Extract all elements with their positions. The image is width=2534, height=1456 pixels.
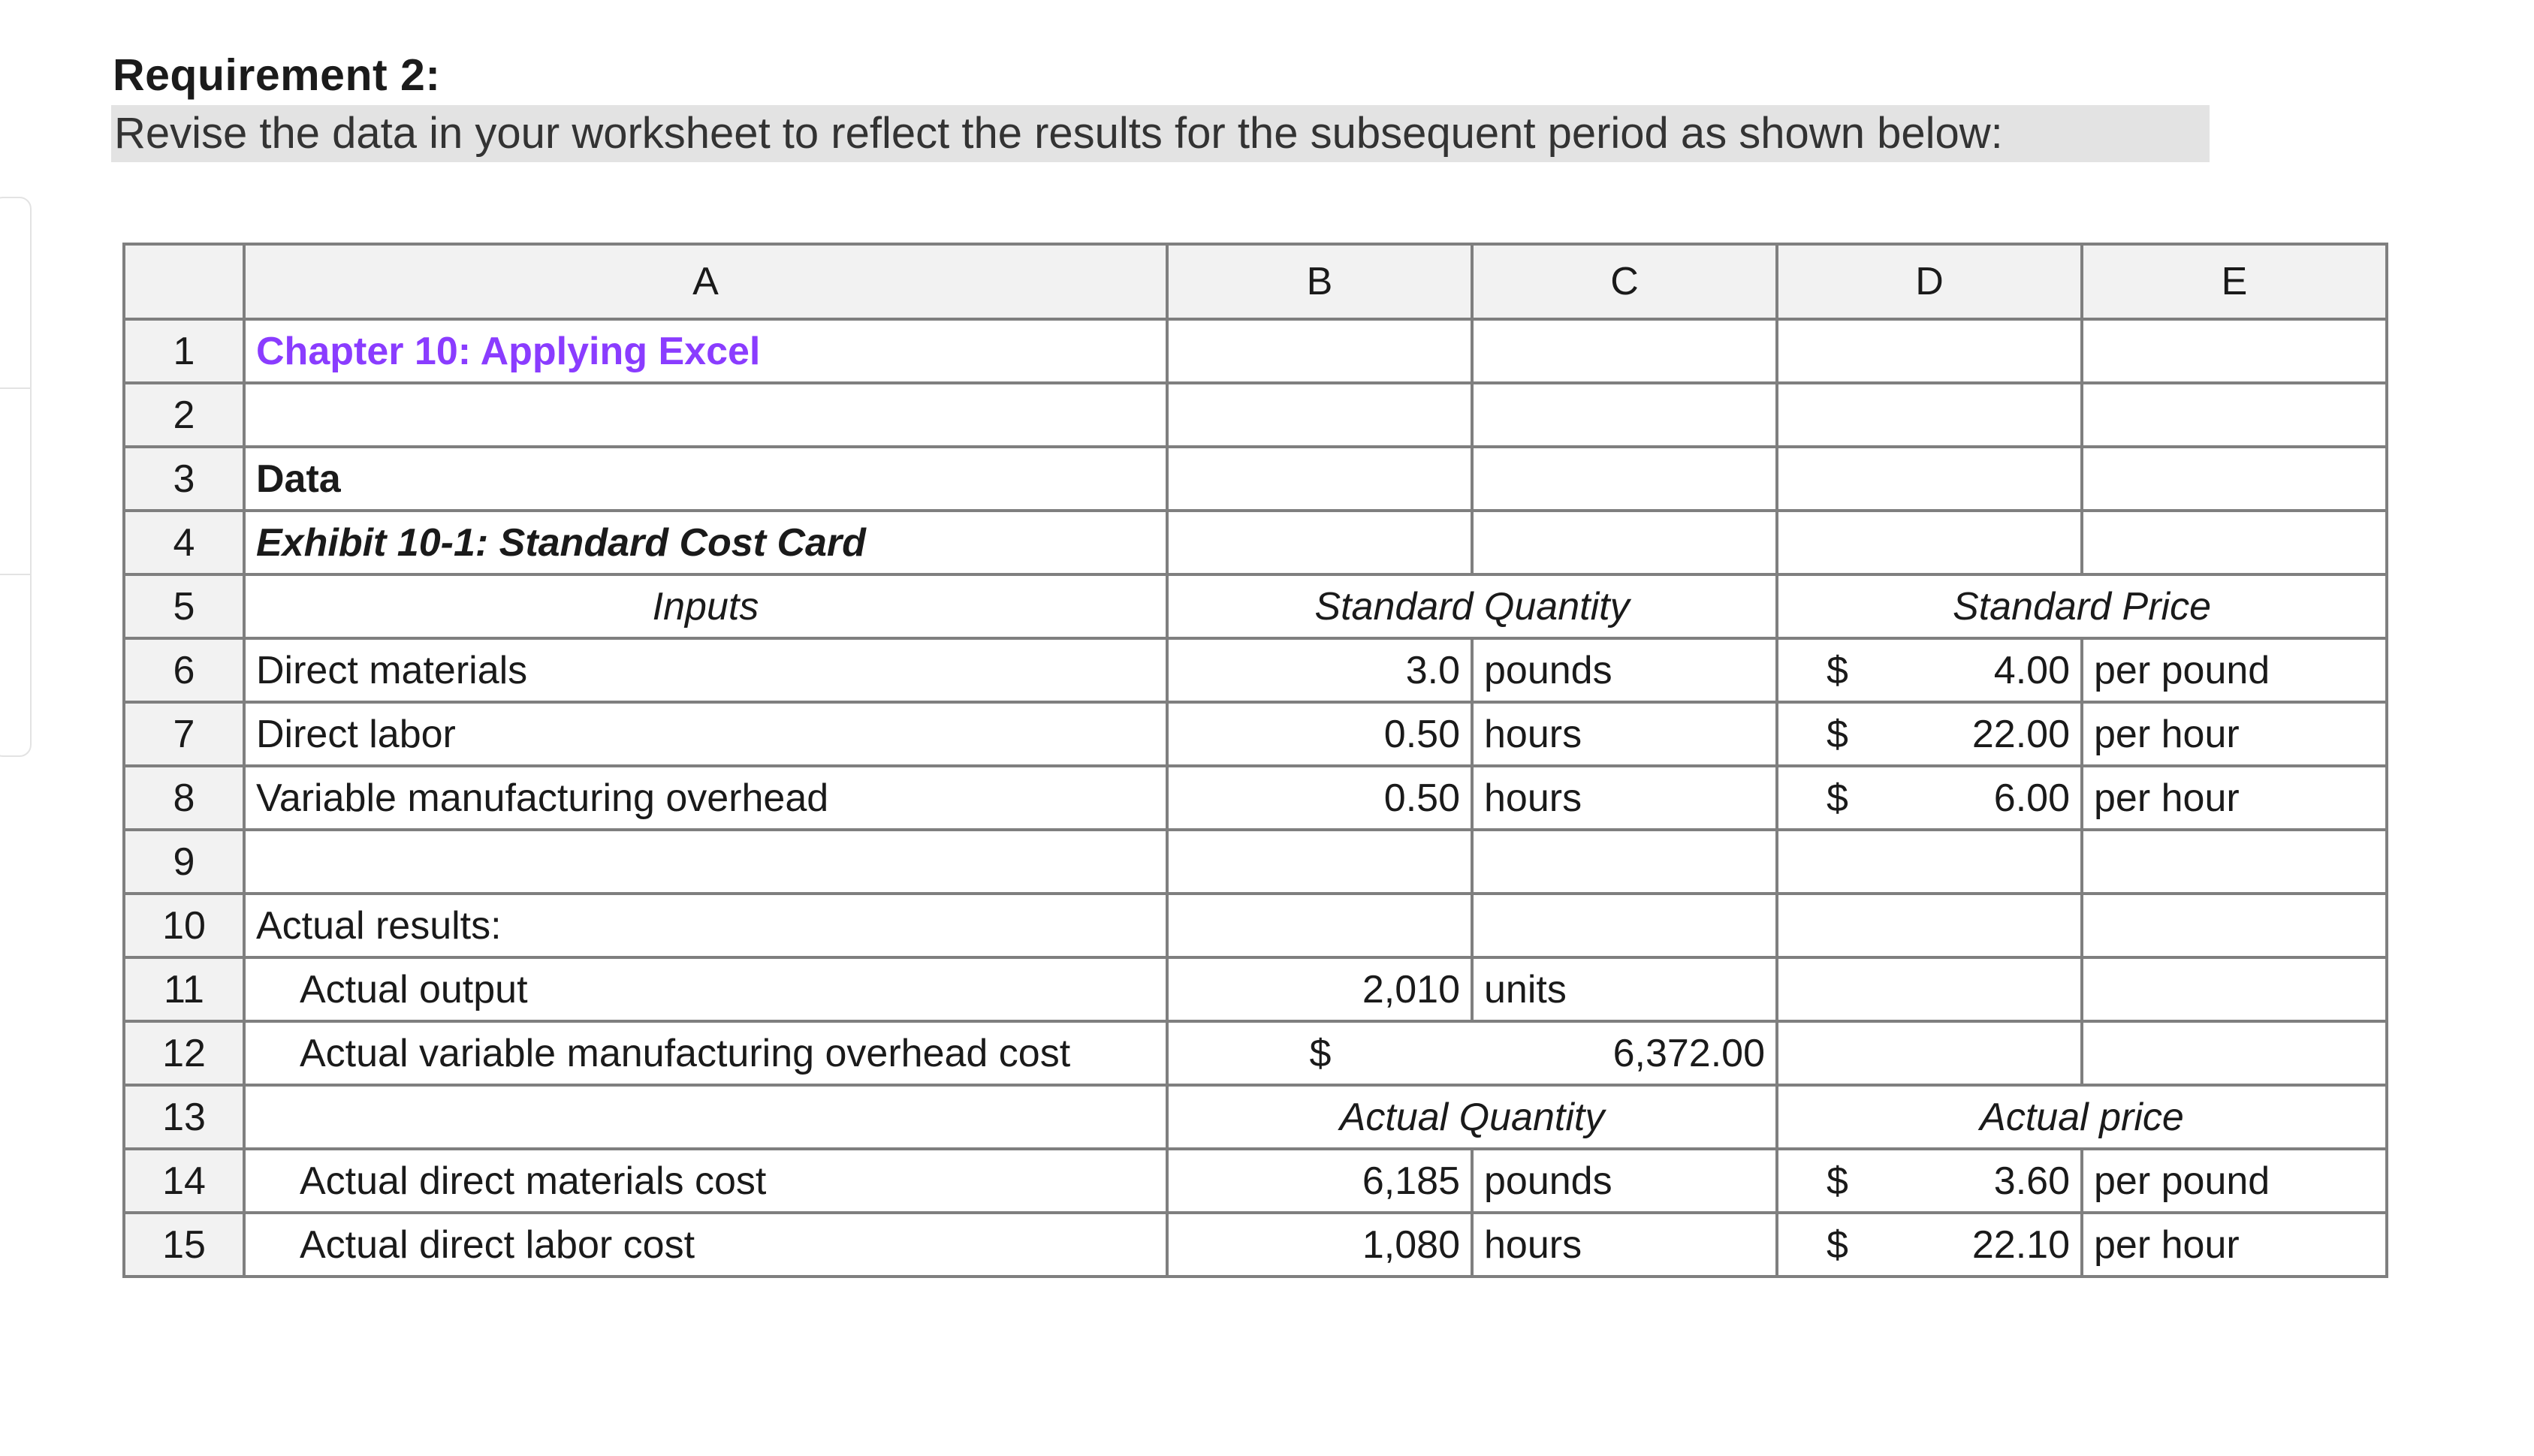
actual-name-cell[interactable]: Actual direct materials cost — [244, 1149, 1167, 1213]
currency-symbol: $ — [1309, 1031, 1332, 1075]
standard-quantity-cell[interactable]: 0.50 — [1167, 702, 1472, 766]
row-header[interactable]: 13 — [124, 1085, 244, 1149]
cell[interactable] — [2082, 894, 2387, 957]
currency-symbol: $ — [1827, 648, 1848, 692]
price-value: 3.60 — [1993, 1159, 2070, 1203]
cell[interactable] — [1472, 383, 1777, 447]
instruction-text: Revise the data in your worksheet to reflect the results for the subsequent period as shown below: — [111, 105, 2210, 162]
actual-name-cell[interactable]: Actual direct labor cost — [244, 1213, 1167, 1277]
currency-symbol: $ — [1827, 776, 1848, 820]
cell[interactable] — [1777, 511, 2082, 574]
cell[interactable] — [2082, 957, 2387, 1021]
price-unit-cell[interactable]: per pound — [2082, 1149, 2387, 1213]
row-header[interactable]: 8 — [124, 766, 244, 830]
actual-quantity-cell[interactable]: 6,185 — [1167, 1149, 1472, 1213]
cell[interactable] — [1167, 319, 1472, 383]
row-header[interactable]: 6 — [124, 638, 244, 702]
table-row — [124, 957, 2387, 1021]
actual-results-label-cell[interactable]: Actual results: — [244, 894, 1167, 957]
cell[interactable] — [1472, 447, 1777, 511]
cell[interactable] — [1777, 319, 2082, 383]
cell[interactable] — [2082, 319, 2387, 383]
input-name-cell[interactable]: Direct materials — [244, 638, 1167, 702]
cell[interactable] — [1472, 894, 1777, 957]
table-row — [124, 1021, 2387, 1085]
price-value: 4.00 — [1993, 648, 2070, 692]
row-header[interactable]: 15 — [124, 1213, 244, 1277]
row-header[interactable]: 14 — [124, 1149, 244, 1213]
row-header[interactable]: 1 — [124, 319, 244, 383]
sheet-title-cell[interactable]: Chapter 10: Applying Excel — [244, 319, 1167, 383]
cell[interactable] — [1777, 1021, 2082, 1085]
actual-quantity-header-cell[interactable]: Actual Quantity — [1167, 1085, 1777, 1149]
column-header-a[interactable]: A — [244, 244, 1167, 319]
cell[interactable] — [244, 830, 1167, 894]
table-row — [124, 1213, 2387, 1277]
standard-quantity-cell[interactable]: 3.0 — [1167, 638, 1472, 702]
cell[interactable] — [1167, 447, 1472, 511]
price-value: 6.00 — [1993, 776, 2070, 820]
row-header[interactable]: 2 — [124, 383, 244, 447]
quantity-unit-cell[interactable]: hours — [1472, 1213, 1777, 1277]
table-row — [124, 894, 2387, 957]
cell[interactable] — [2082, 511, 2387, 574]
row-header[interactable]: 4 — [124, 511, 244, 574]
table-row — [124, 830, 2387, 894]
cell[interactable] — [244, 383, 1167, 447]
price-unit-cell[interactable]: per pound — [2082, 638, 2387, 702]
table-row — [124, 574, 2387, 638]
actual-overhead-label-cell[interactable]: Actual variable manufacturing overhead cost — [244, 1021, 1167, 1085]
cell[interactable] — [2082, 447, 2387, 511]
cell[interactable] — [1777, 894, 2082, 957]
cell[interactable] — [1167, 511, 1472, 574]
side-panel-divider — [0, 574, 30, 575]
currency-symbol: $ — [1827, 1159, 1848, 1203]
column-header-row — [124, 244, 2387, 319]
requirement-heading: Requirement 2: — [113, 50, 441, 100]
table-row — [124, 1149, 2387, 1213]
price-value: 22.00 — [1971, 712, 2070, 756]
quantity-unit-cell[interactable]: hours — [1472, 766, 1777, 830]
row-header[interactable]: 9 — [124, 830, 244, 894]
row-header[interactable]: 11 — [124, 957, 244, 1021]
input-name-cell[interactable]: Direct labor — [244, 702, 1167, 766]
row-header[interactable]: 3 — [124, 447, 244, 511]
table-row — [124, 319, 2387, 383]
actual-overhead-value-cell[interactable]: 6,372.00 — [1472, 1021, 1777, 1085]
cell[interactable] — [1472, 830, 1777, 894]
spreadsheet — [122, 243, 2388, 1278]
price-unit-cell[interactable]: per hour — [2082, 702, 2387, 766]
table-row — [124, 702, 2387, 766]
actual-quantity-cell[interactable]: 1,080 — [1167, 1213, 1472, 1277]
input-name-cell[interactable]: Variable manufacturing overhead — [244, 766, 1167, 830]
actual-output-value-cell[interactable]: 2,010 — [1167, 957, 1472, 1021]
cell[interactable] — [1777, 447, 2082, 511]
price-unit-cell[interactable]: per hour — [2082, 1213, 2387, 1277]
actual-price-header-cell[interactable]: Actual price — [1777, 1085, 2387, 1149]
currency-symbol: $ — [1827, 1222, 1848, 1267]
table-row — [124, 1085, 2387, 1149]
currency-symbol: $ — [1827, 712, 1848, 756]
cell[interactable] — [1777, 383, 2082, 447]
price-value: 22.10 — [1971, 1222, 2070, 1267]
cell[interactable] — [2082, 383, 2387, 447]
column-header-d[interactable]: D — [1777, 244, 2082, 319]
cell[interactable] — [1777, 830, 2082, 894]
table-row — [124, 447, 2387, 511]
standard-quantity-cell[interactable]: 0.50 — [1167, 766, 1472, 830]
actual-price-cell[interactable] — [1777, 1149, 2082, 1213]
standard-price-header-cell[interactable]: Standard Price — [1777, 574, 2387, 638]
column-header-c[interactable]: C — [1472, 244, 1777, 319]
row-header[interactable]: 12 — [124, 1021, 244, 1085]
cell[interactable] — [1472, 319, 1777, 383]
row-header[interactable]: 7 — [124, 702, 244, 766]
cell[interactable] — [2082, 830, 2387, 894]
standard-price-cell[interactable] — [1777, 766, 2082, 830]
actual-price-cell[interactable] — [1777, 1213, 2082, 1277]
quantity-unit-cell[interactable]: pounds — [1472, 1149, 1777, 1213]
column-header-e[interactable]: E — [2082, 244, 2387, 319]
quantity-unit-cell[interactable]: hours — [1472, 702, 1777, 766]
cell[interactable] — [1167, 830, 1472, 894]
actual-output-label-cell[interactable]: Actual output — [244, 957, 1167, 1021]
quantity-unit-cell[interactable]: pounds — [1472, 638, 1777, 702]
cell[interactable] — [244, 1085, 1167, 1149]
actual-output-unit-cell[interactable]: units — [1472, 957, 1777, 1021]
side-panel-divider — [0, 387, 30, 389]
price-unit-cell[interactable]: per hour — [2082, 766, 2387, 830]
side-panel-card — [0, 197, 32, 757]
standard-price-cell[interactable] — [1777, 638, 2082, 702]
table-row — [124, 383, 2387, 447]
standard-price-cell[interactable] — [1777, 702, 2082, 766]
actual-overhead-currency-cell[interactable] — [1167, 1021, 1472, 1085]
table-row — [124, 511, 2387, 574]
cell[interactable] — [1777, 957, 2082, 1021]
row-header[interactable]: 5 — [124, 574, 244, 638]
column-header-b[interactable]: B — [1167, 244, 1472, 319]
table-row — [124, 766, 2387, 830]
cell[interactable] — [1472, 511, 1777, 574]
table-row — [124, 638, 2387, 702]
row-header[interactable]: 10 — [124, 894, 244, 957]
corner-cell[interactable] — [124, 244, 244, 319]
cell[interactable] — [2082, 1021, 2387, 1085]
data-label-cell[interactable]: Data — [244, 447, 1167, 511]
cell[interactable] — [1167, 383, 1472, 447]
cell[interactable] — [1167, 894, 1472, 957]
exhibit-label-cell[interactable]: Exhibit 10-1: Standard Cost Card — [244, 511, 1167, 574]
standard-quantity-header-cell[interactable]: Standard Quantity — [1167, 574, 1777, 638]
inputs-header-cell[interactable]: Inputs — [244, 574, 1167, 638]
